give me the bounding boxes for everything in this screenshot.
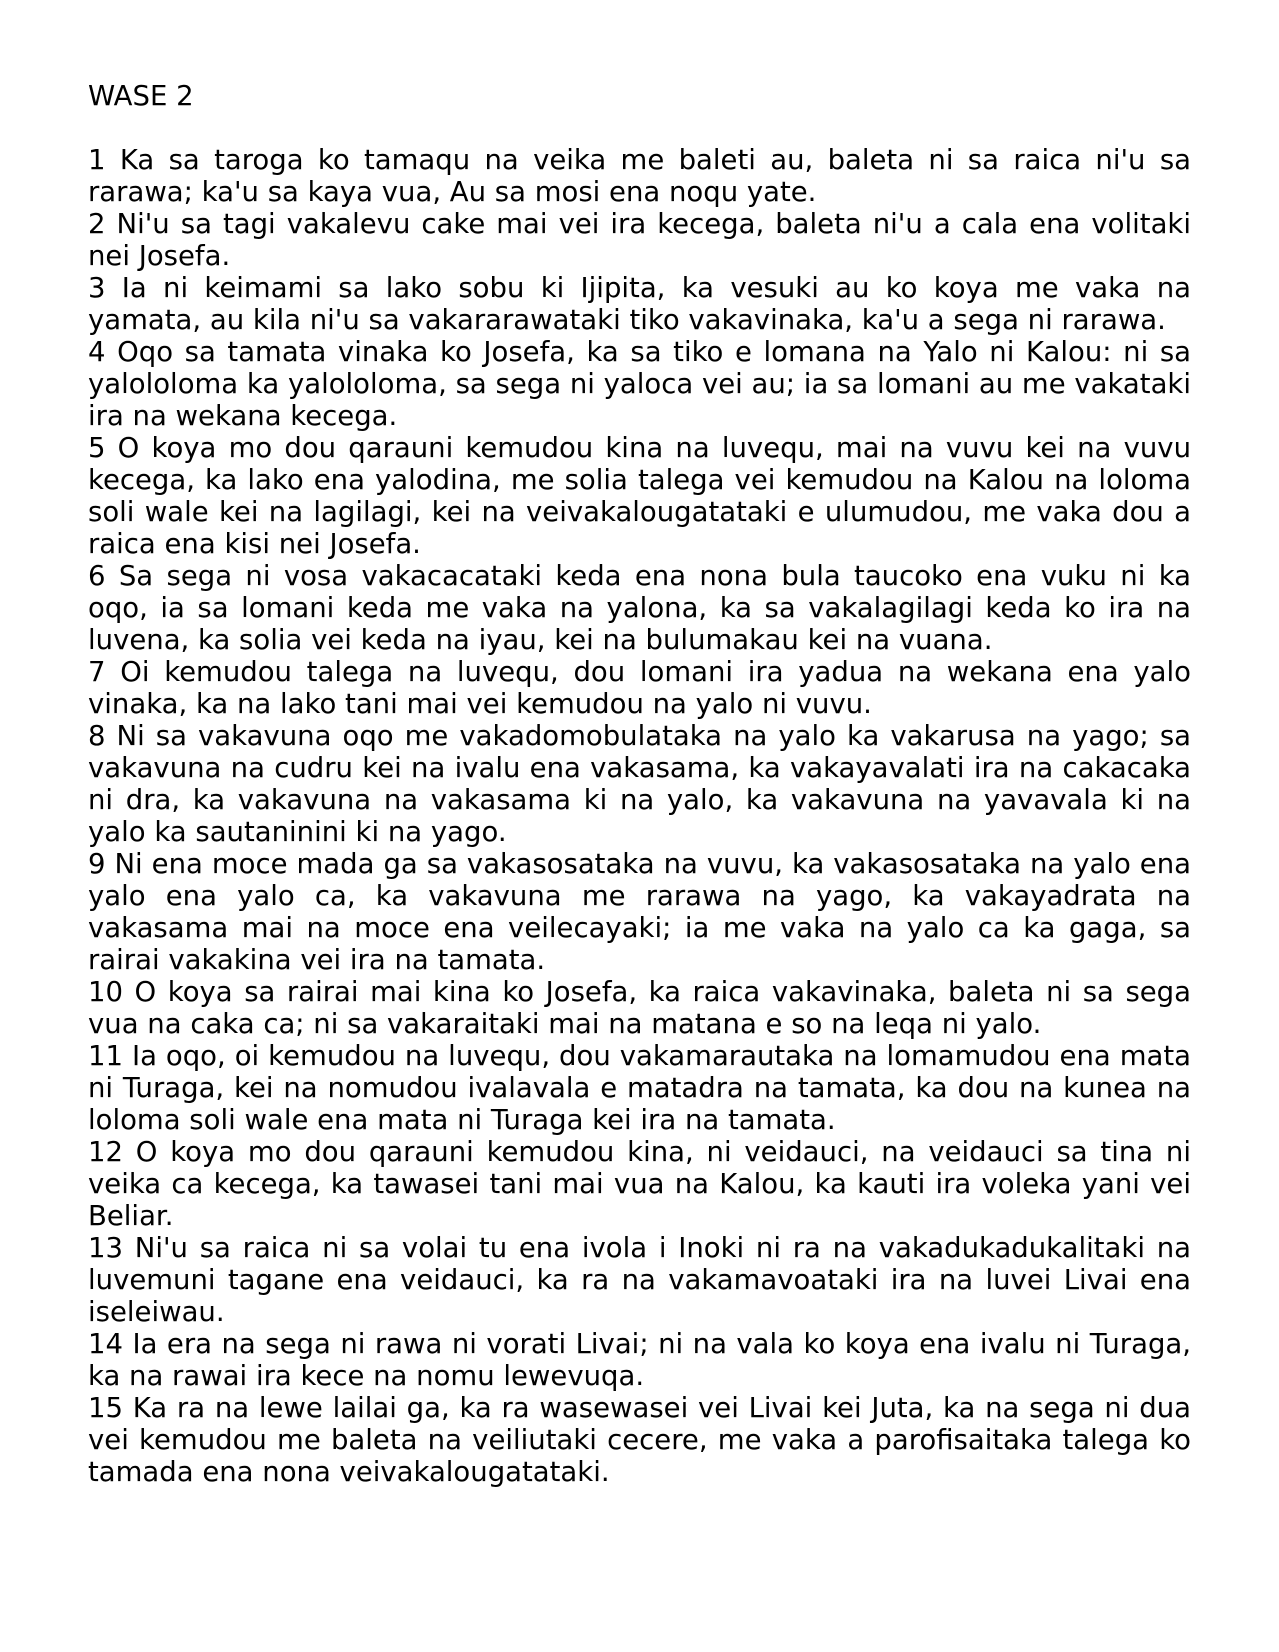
verse: 8 Ni sa vakavuna oqo me vakadomobulataka na yalo ka vakarusa na yago; sa vakavuna na cudru kei na ivalu ena vakasama, ka vakayavalati ira na cakacaka ni dra, ka vakavuna na vakasama ki na yalo, ka vakavuna na yavavala ki na yalo ka sautaninini ki na yago.	[88, 720, 1191, 848]
verse: 9 Ni ena moce mada ga sa vakasosataka na vuvu, ka vakasosataka na yalo ena yalo ena yalo ca, ka vakavuna me rarawa na yago, ka vakayadrata na vakasama mai na moce ena veilecayaki; ia me vaka na yalo ca ka gaga, sa rairai vakakina vei ira na tamata.	[88, 848, 1191, 976]
verse: 1 Ka sa taroga ko tamaqu na veika me baleti au, baleta ni sa raica ni'u sa rarawa; ka'u sa kaya vua, Au sa mosi ena noqu yate.	[88, 144, 1191, 208]
verse-list	[88, 144, 1191, 1488]
verse: 11 Ia oqo, oi kemudou na luvequ, dou vakamarautaka na lomamudou ena mata ni Turaga, kei na nomudou ivalavala e matadra na tamata, ka dou na kunea na loloma soli wale ena mata ni Turaga kei ira na tamata.	[88, 1040, 1191, 1136]
chapter-title: WASE 2	[88, 80, 194, 112]
verse: 4 Oqo sa tamata vinaka ko Josefa, ka sa tiko e lomana na Yalo ni Kalou: ni sa yalololoma ka yalololoma, sa sega ni yaloca vei au; ia sa lomani au me vakataki ira na wekana kecega.	[88, 336, 1191, 432]
verse: 15 Ka ra na lewe lailai ga, ka ra wasewasei vei Livai kei Juta, ka na sega ni dua vei kemudou me baleta na veiliutaki cecere, me vaka a parofisaitaka talega ko tamada ena nona veivakalougatataki.	[88, 1392, 1191, 1488]
verse: 13 Ni'u sa raica ni sa volai tu ena ivola i Inoki ni ra na vakadukadukalitaki na luvemuni tagane ena veidauci, ka ra na vakamavoataki ira na luvei Livai ena iseleiwau.	[88, 1232, 1191, 1328]
verse: 14 Ia era na sega ni rawa ni vorati Livai; ni na vala ko koya ena ivalu ni Turaga, ka na rawai ira kece na nomu lewevuqa.	[88, 1328, 1191, 1392]
verse: 3 Ia ni keimami sa lako sobu ki Ijipita, ka vesuki au ko koya me vaka na yamata, au kila ni'u sa vakararawataki tiko vakavinaka, ka'u a sega ni rarawa.	[88, 272, 1191, 336]
verse: 2 Ni'u sa tagi vakalevu cake mai vei ira kecega, baleta ni'u a cala ena volitaki nei Josefa.	[88, 208, 1191, 272]
verse: 7 Oi kemudou talega na luvequ, dou lomani ira yadua na wekana ena yalo vinaka, ka na lako tani mai vei kemudou na yalo ni vuvu.	[88, 656, 1191, 720]
verse: 5 O koya mo dou qarauni kemudou kina na luvequ, mai na vuvu kei na vuvu kecega, ka lako ena yalodina, me solia talega vei kemudou na Kalou na loloma soli wale kei na lagilagi, kei na veivakalougatataki e ulumudou, me vaka dou a raica ena kisi nei Josefa.	[88, 432, 1191, 560]
verse: 6 Sa sega ni vosa vakacacataki keda ena nona bula taucoko ena vuku ni ka oqo, ia sa lomani keda me vaka na yalona, ka sa vakalagilagi keda ko ira na luvena, ka solia vei keda na iyau, kei na bulumakau kei na vuana.	[88, 560, 1191, 656]
verse: 12 O koya mo dou qarauni kemudou kina, ni veidauci, na veidauci sa tina ni veika ca kecega, ka tawasei tani mai vua na Kalou, ka kauti ira voleka yani vei Beliar.	[88, 1136, 1191, 1232]
verse: 10 O koya sa rairai mai kina ko Josefa, ka raica vakavinaka, baleta ni sa sega vua na caka ca; ni sa vakaraitaki mai na matana e so na leqa ni yalo.	[88, 976, 1191, 1040]
document-page	[88, 80, 1191, 1488]
